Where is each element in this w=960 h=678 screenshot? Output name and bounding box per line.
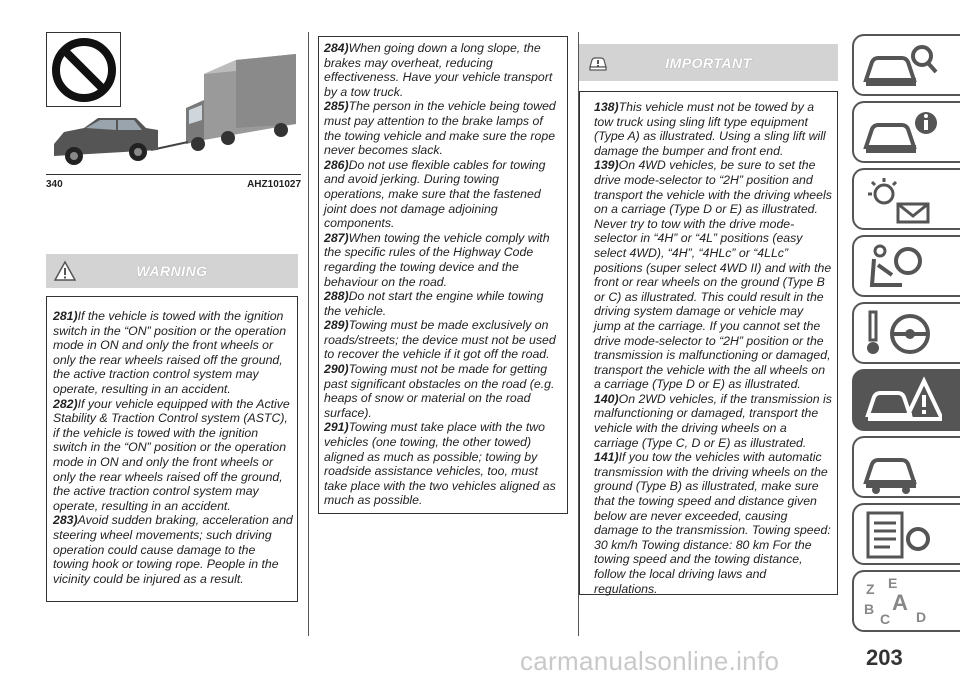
item-number: 287) (324, 230, 349, 245)
pickup-truck (54, 118, 158, 165)
warning-title: WARNING (136, 263, 208, 279)
warning-box (46, 296, 298, 602)
tab-car-info[interactable] (852, 101, 960, 163)
item-number: 283) (53, 513, 78, 528)
warning-item (53, 397, 293, 514)
svg-text:C: C (880, 611, 891, 627)
item-text: Towing must take place with the two vehicles (one towing, the other towed) aligned as much as possible; towing by roadside assistance vehicles, too, must take place with the two vehicles aligned as much as possible. (324, 420, 556, 508)
lights-mail-icon (862, 174, 942, 228)
alphabet-index-icon (862, 576, 942, 630)
item-text: Avoid sudden braking, acceleration and steering wheel movements; such driving operation could cause damage to the towing hook or towing rope. People in the vicinity could be injured as a result. (53, 513, 293, 586)
item-number: 286) (324, 157, 349, 172)
seat-airbag-icon (862, 241, 942, 295)
item-number: 290) (324, 362, 349, 377)
svg-text:Z: Z (866, 581, 875, 597)
item-text: Do not start the engine while towing the vehicle. (324, 289, 544, 318)
item-number: 138) (594, 100, 619, 114)
figure-code: AHZ101027 (247, 179, 301, 190)
tab-breakdown-warning[interactable] (852, 369, 960, 431)
svg-text:B: B (864, 601, 875, 617)
towing-illustration (46, 32, 301, 174)
warning-item (324, 289, 563, 318)
tab-alphabet-index[interactable] (852, 570, 960, 632)
important-box (579, 91, 838, 595)
warning-item (324, 158, 563, 231)
tab-key-steering[interactable] (852, 302, 960, 364)
item-text: If your vehicle equipped with the Active Stability & Traction Control system (ASTC), if the vehicle is towed with the ignition switch in the “ON” position or the operation mode in ON and only the front wheels or only the rear wheels raised off the ground, the active traction control system may operate, resulting in an accident. (53, 396, 290, 513)
tab-car-search[interactable] (852, 34, 960, 96)
figure-number: 340 (46, 179, 63, 190)
warning-item (324, 420, 563, 508)
figure-rule (46, 174, 301, 175)
item-text: Towing must be made exclusively on roads/streets; the device must not be used to recover the vehicle if it got off the road. (324, 318, 556, 362)
tab-lights-mail[interactable] (852, 168, 960, 230)
item-number: 141) (594, 450, 619, 465)
warning-item (324, 231, 563, 289)
key-steering-icon (862, 308, 942, 362)
item-text: When towing the vehicle comply with the specific rules of the Highway Code regarding the towing device and the behaviour on the road. (324, 230, 550, 289)
warning-header (46, 254, 298, 288)
no-entry-sign-icon (47, 33, 121, 107)
item-text: The person in the vehicle being towed must pay attention to the brake lamps of the towing vehicle and make sure the rope never becomes slack. (324, 99, 556, 158)
car-alert-icon (587, 52, 609, 74)
towing-figure (46, 32, 301, 174)
important-item (594, 450, 833, 596)
watermark: carmanualsonline.info (520, 646, 780, 676)
item-number: 289) (324, 318, 349, 333)
car-search-icon (862, 40, 942, 94)
item-text: On 4WD vehicles, be sure to set the drive mode-selector to “2H” position and transport the vehicle with the driving wheels on a carriage (Type D or E) as illustrated. Never try to tow with the drive mode-selector in “4H” or “4L” positions (easy select 4WD), “4H”, “4HLc” or “4LLc” positions (super select 4WD II) and with the front or rear wheels on the ground (Type B or C) as illustrated. This could result in the driving system damage or vehicle may jump at the carriage. If you cannot set the drive mode-selector to “2H” position or the transmission is malfunctioning or damaged, transport the vehicle with the all wheels on a carriage (Type D or E) as illustrated. (594, 158, 832, 392)
tab-checklist-tools[interactable] (852, 503, 960, 565)
breakdown-warning-icon (862, 375, 942, 429)
warning-item (324, 99, 563, 157)
important-item (594, 100, 833, 158)
item-number: 284) (324, 41, 349, 55)
item-number: 288) (324, 289, 349, 304)
item-number: 291) (324, 420, 349, 435)
svg-text:E: E (888, 576, 898, 591)
warning-item (324, 41, 563, 99)
item-text: If you tow the vehicles with automatic transmission with the driving wheels on the ground (Type B) as illustrated, make sure that the towing speed and distance given below are never exceeded, causing damage to the transmission. Towing speed: 30 km/h Towing distance: 80 km For the towing speed and the towing distance, follow the local driving laws and regulations. (594, 450, 831, 596)
item-text: On 2WD vehicles, if the transmission is malfunctioning or damaged, transport the vehicle with the driving wheels on a carriage (Type C, D or E) as illustrated. (594, 391, 832, 450)
item-text: When going down a long slope, the brakes may overheat, reducing effectiveness. Have your vehicle transport by a tow truck. (324, 41, 553, 99)
important-item (594, 392, 833, 450)
important-title: IMPORTANT (665, 54, 752, 71)
item-text: Do not use flexible cables for towing and avoid jerking. During towing operations, make sure that the fastened joint does not damage adjoining components. (324, 157, 546, 231)
column-divider (308, 32, 309, 636)
item-number: 282) (53, 396, 78, 411)
checklist-tools-icon (862, 509, 942, 563)
car-service-icon (862, 442, 942, 496)
warning-item (324, 362, 563, 420)
item-text: This vehicle must not be towed by a tow truck using sling lift type equipment (Type A) as illustrated. Using a sling lift will damage the bumper and front end. (594, 100, 826, 158)
item-text: Towing must not be made for getting past significant obstacles on the road (e.g. heaps of snow or material on the road surface). (324, 362, 555, 420)
tab-car-service[interactable] (852, 436, 960, 498)
warning-item (53, 513, 293, 586)
important-item (594, 158, 833, 392)
tab-seat-airbag[interactable] (852, 235, 960, 297)
warning-triangle-icon (54, 260, 76, 282)
warning-item (53, 309, 293, 397)
item-number: 285) (324, 99, 349, 114)
page-number: 203 (866, 645, 903, 670)
important-header (579, 44, 838, 81)
svg-text:A: A (892, 590, 908, 615)
item-number: 139) (594, 158, 619, 173)
warning-item (324, 318, 563, 362)
item-number: 281) (53, 309, 78, 323)
svg-text:D: D (916, 609, 927, 625)
car-info-icon (862, 107, 942, 161)
column-divider (578, 32, 579, 636)
item-text: If the vehicle is towed with the ignition switch in the “ON” position or the operation mode in ON and only the front wheels or only the rear wheels raised off the ground, the active traction control system may operate, resulting in an accident. (53, 309, 287, 396)
item-number: 140) (594, 391, 619, 406)
warning-continued-box (318, 36, 568, 514)
